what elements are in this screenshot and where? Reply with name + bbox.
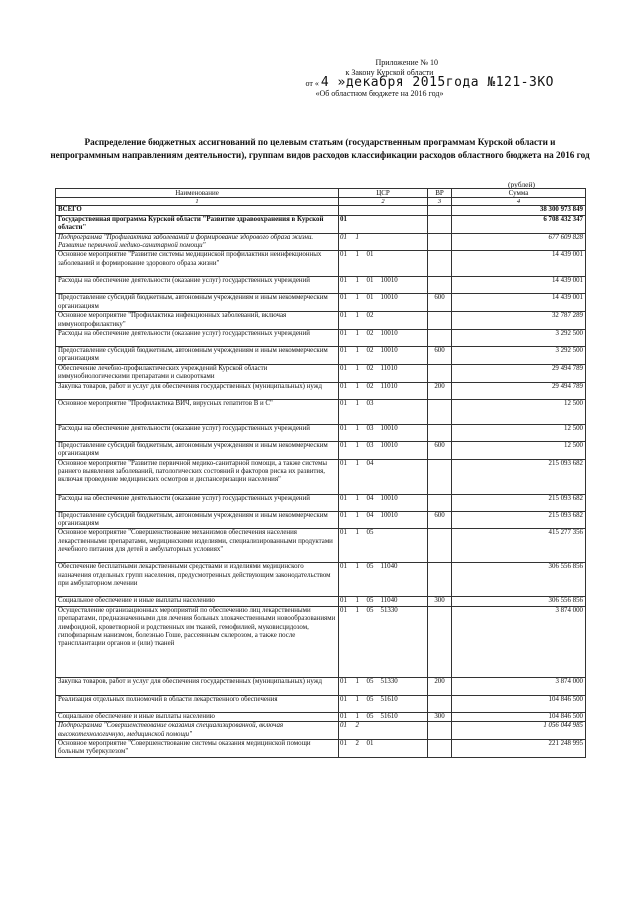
csr-subprogram: 1 bbox=[355, 364, 366, 382]
csr-direction bbox=[380, 459, 428, 494]
csr-subprogram: 1 bbox=[355, 597, 366, 606]
vr-code bbox=[428, 251, 452, 277]
csr-subprogram bbox=[355, 215, 366, 233]
csr-program: 01 bbox=[339, 215, 355, 233]
date-prefix: от « bbox=[305, 79, 319, 88]
vr-code bbox=[428, 277, 452, 294]
csr-measure: 02 bbox=[366, 347, 380, 365]
sum-value: 215 093 682 bbox=[452, 511, 586, 529]
csr-direction: 11040 bbox=[380, 563, 428, 597]
header-csr: ЦСР bbox=[339, 189, 428, 198]
csr-measure bbox=[366, 233, 380, 251]
vr-code: 300 bbox=[428, 712, 452, 721]
csr-measure: 03 bbox=[366, 424, 380, 441]
row-name: Социальное обеспечение и иные выплаты населению bbox=[56, 597, 339, 606]
row-name: Расходы на обеспечение деятельности (оказание услуг) государственных учреждений bbox=[56, 424, 339, 441]
sum-value: 3 292 500 bbox=[452, 330, 586, 347]
csr-measure: 05 bbox=[366, 529, 380, 563]
sum-value: 38 300 973 849 bbox=[452, 206, 586, 215]
csr-measure: 01 bbox=[366, 251, 380, 277]
csr-measure: 02 bbox=[366, 312, 380, 330]
appendix-header bbox=[305, 58, 554, 99]
date-value: 4 »декабря 2015года №121-ЗКО bbox=[320, 75, 554, 90]
csr-direction bbox=[380, 312, 428, 330]
csr-subprogram: 1 bbox=[355, 511, 366, 529]
sum-value: 104 846 500 bbox=[452, 695, 586, 712]
sum-value: 14 439 001 bbox=[452, 251, 586, 277]
csr-program: 01 bbox=[339, 347, 355, 365]
csr-direction bbox=[380, 206, 428, 215]
row-name: Основное мероприятие "Совершенствование системы оказания медицинской помощи больным туберкулезом" bbox=[56, 739, 339, 757]
csr-program: 01 bbox=[339, 677, 355, 695]
sum-value: 3 874 000 bbox=[452, 606, 586, 677]
csr-direction bbox=[380, 529, 428, 563]
vr-code: 600 bbox=[428, 294, 452, 312]
sum-value: 221 248 995 bbox=[452, 739, 586, 757]
vr-code bbox=[428, 459, 452, 494]
vr-code bbox=[428, 722, 452, 740]
csr-subprogram: 1 bbox=[355, 563, 366, 597]
csr-program: 01 bbox=[339, 294, 355, 312]
csr-direction bbox=[380, 215, 428, 233]
vr-code bbox=[428, 364, 452, 382]
sum-value: 14 439 001 bbox=[452, 277, 586, 294]
csr-measure: 05 bbox=[366, 677, 380, 695]
row-name: Реализация отдельных полномочий в области лекарственного обеспечения bbox=[56, 695, 339, 712]
row-name: Расходы на обеспечение деятельности (оказание услуг) государственных учреждений bbox=[56, 277, 339, 294]
csr-subprogram: 1 bbox=[355, 695, 366, 712]
sum-value: 677 609 828 bbox=[452, 233, 586, 251]
vr-code bbox=[428, 424, 452, 441]
table-row bbox=[56, 606, 586, 677]
colnum-2: 2 bbox=[339, 198, 428, 206]
csr-direction: 10010 bbox=[380, 511, 428, 529]
csr-direction: 10010 bbox=[380, 330, 428, 347]
csr-program: 01 bbox=[339, 459, 355, 494]
vr-code bbox=[428, 233, 452, 251]
row-name: Расходы на обеспечение деятельности (оказание услуг) государственных учреждений bbox=[56, 330, 339, 347]
table-row bbox=[56, 511, 586, 529]
csr-direction bbox=[380, 739, 428, 757]
csr-program: 01 bbox=[339, 529, 355, 563]
row-name: Основное мероприятие "Профилактика ВИЧ, вирусных гепатитов В и С" bbox=[56, 399, 339, 424]
table-row bbox=[56, 215, 586, 233]
table-row bbox=[56, 312, 586, 330]
table-row bbox=[56, 399, 586, 424]
colnum-1: 1 bbox=[56, 198, 339, 206]
appendix-law-title: «Об областном бюджете на 2016 год» bbox=[315, 89, 444, 98]
appendix-law: к Закону Курской области bbox=[345, 68, 434, 77]
csr-direction: 51610 bbox=[380, 712, 428, 721]
csr-program: 01 bbox=[339, 312, 355, 330]
vr-code bbox=[428, 529, 452, 563]
csr-direction bbox=[380, 251, 428, 277]
sum-value: 6 708 432 347 bbox=[452, 215, 586, 233]
csr-measure: 05 bbox=[366, 695, 380, 712]
row-name: Предоставление субсидий бюджетным, автономным учреждениям и иным некоммерческим организациям bbox=[56, 441, 339, 459]
csr-measure: 02 bbox=[366, 364, 380, 382]
csr-subprogram: 1 bbox=[355, 677, 366, 695]
vr-code bbox=[428, 695, 452, 712]
csr-direction: 10010 bbox=[380, 347, 428, 365]
table-row bbox=[56, 424, 586, 441]
csr-subprogram: 1 bbox=[355, 399, 366, 424]
csr-program: 01 bbox=[339, 511, 355, 529]
csr-direction: 10010 bbox=[380, 294, 428, 312]
csr-subprogram: 1 bbox=[355, 277, 366, 294]
csr-subprogram: 1 bbox=[355, 712, 366, 721]
table-colnum-row bbox=[56, 198, 586, 206]
csr-program: 01 bbox=[339, 441, 355, 459]
csr-program: 01 bbox=[339, 382, 355, 399]
colnum-4: 4 bbox=[452, 198, 586, 206]
table-row bbox=[56, 695, 586, 712]
csr-subprogram: 1 bbox=[355, 294, 366, 312]
colnum-3: 3 bbox=[428, 198, 452, 206]
table-row bbox=[56, 233, 586, 251]
appendix-number: Приложение № 10 bbox=[375, 58, 439, 67]
csr-program: 01 bbox=[339, 494, 355, 511]
csr-subprogram: 1 bbox=[355, 606, 366, 677]
csr-subprogram: 2 bbox=[355, 722, 366, 740]
table-row bbox=[56, 277, 586, 294]
sum-value: 14 439 001 bbox=[452, 294, 586, 312]
sum-value: 12 500 bbox=[452, 424, 586, 441]
csr-direction: 11010 bbox=[380, 364, 428, 382]
csr-program: 01 bbox=[339, 424, 355, 441]
csr-program: 01 bbox=[339, 695, 355, 712]
document-title: Распределение бюджетных ассигнований по целевым статьям (государственным программам Курской области и непрограммным направлениям деятельности), группам видов расходов классификации расходов областного бюджета на 2016 год bbox=[50, 137, 590, 160]
row-name: Расходы на обеспечение деятельности (оказание услуг) государственных учреждений bbox=[56, 494, 339, 511]
table-row bbox=[56, 459, 586, 494]
table-row bbox=[56, 347, 586, 365]
csr-subprogram: 1 bbox=[355, 529, 366, 563]
vr-code bbox=[428, 563, 452, 597]
sum-value: 3 874 000 bbox=[452, 677, 586, 695]
vr-code: 200 bbox=[428, 677, 452, 695]
table-row bbox=[56, 677, 586, 695]
csr-subprogram: 1 bbox=[355, 330, 366, 347]
csr-measure bbox=[366, 206, 380, 215]
vr-code bbox=[428, 399, 452, 424]
csr-direction: 10010 bbox=[380, 441, 428, 459]
csr-program: 01 bbox=[339, 722, 355, 740]
vr-code: 600 bbox=[428, 511, 452, 529]
sum-value: 29 494 789 bbox=[452, 364, 586, 382]
sum-value: 104 846 500 bbox=[452, 712, 586, 721]
table-header-row bbox=[56, 189, 586, 198]
csr-direction: 51610 bbox=[380, 695, 428, 712]
csr-program: 01 bbox=[339, 364, 355, 382]
csr-direction bbox=[380, 722, 428, 740]
row-name: Основное мероприятие "Развитие первичной медико-санитарной помощи, а также системы раннего выявления заболеваний, патологических состояний и факторов риска их развития, включая проведение медицинских осмотров и диспансеризации населения" bbox=[56, 459, 339, 494]
csr-program: 01 bbox=[339, 563, 355, 597]
table-row bbox=[56, 529, 586, 563]
csr-program: 01 bbox=[339, 251, 355, 277]
sum-value: 32 787 289 bbox=[452, 312, 586, 330]
csr-measure: 04 bbox=[366, 459, 380, 494]
vr-code: 600 bbox=[428, 441, 452, 459]
csr-program: 01 bbox=[339, 739, 355, 757]
row-name: Подпрограмма "Профилактика заболеваний и формирование здорового образа жизни. Развитие первичной медико-санитарной помощи" bbox=[56, 233, 339, 251]
vr-code bbox=[428, 330, 452, 347]
csr-subprogram: 1 bbox=[355, 494, 366, 511]
csr-measure bbox=[366, 722, 380, 740]
row-name: Обеспечение лечебно-профилактических учреждений Курской области иммунобиологическими препаратами и сыворотками bbox=[56, 364, 339, 382]
row-name: Обеспечение бесплатными лекарственными средствами и изделиями медицинского назначения отдельных групп населения, предусмотренных действующим законодательством при амбулаторном лечении bbox=[56, 563, 339, 597]
row-name: Основное мероприятие "Совершенствование механизмов обеспечения населения лекарственными препаратами, медицинскими изделиями, специализированными продуктами лечебного питания для детей в амбулаторных условиях" bbox=[56, 529, 339, 563]
sum-value: 415 277 356 bbox=[452, 529, 586, 563]
csr-program: 01 bbox=[339, 399, 355, 424]
vr-code bbox=[428, 312, 452, 330]
csr-measure: 05 bbox=[366, 597, 380, 606]
vr-code: 600 bbox=[428, 347, 452, 365]
csr-measure: 02 bbox=[366, 382, 380, 399]
vr-code: 300 bbox=[428, 597, 452, 606]
csr-direction: 10010 bbox=[380, 424, 428, 441]
header-name: Наименование bbox=[56, 189, 339, 198]
table-row bbox=[56, 494, 586, 511]
table-row bbox=[56, 364, 586, 382]
csr-program: 01 bbox=[339, 233, 355, 251]
csr-direction: 11040 bbox=[380, 597, 428, 606]
row-name: ВСЕГО bbox=[56, 206, 339, 215]
header-sum: Сумма bbox=[452, 189, 586, 198]
vr-code bbox=[428, 215, 452, 233]
sum-value: 29 494 789 bbox=[452, 382, 586, 399]
csr-direction bbox=[380, 233, 428, 251]
table-row bbox=[56, 251, 586, 277]
budget-table bbox=[55, 188, 586, 758]
row-name: Государственная программа Курской области "Развитие здравоохранения в Курской области" bbox=[56, 215, 339, 233]
table-row bbox=[56, 739, 586, 757]
vr-code bbox=[428, 606, 452, 677]
csr-subprogram: 1 bbox=[355, 312, 366, 330]
row-name: Подпрограмма "Совершенствование оказания специализированной, включая высокотехнологичную, медицинской помощи" bbox=[56, 722, 339, 740]
table-row bbox=[56, 722, 586, 740]
csr-subprogram: 1 bbox=[355, 233, 366, 251]
csr-program: 01 bbox=[339, 277, 355, 294]
csr-direction: 51330 bbox=[380, 677, 428, 695]
vr-code bbox=[428, 494, 452, 511]
table-row bbox=[56, 206, 586, 215]
csr-subprogram: 1 bbox=[355, 441, 366, 459]
row-name: Закупка товаров, работ и услуг для обеспечения государственных (муниципальных) нужд bbox=[56, 677, 339, 695]
table-row bbox=[56, 330, 586, 347]
csr-program: 01 bbox=[339, 330, 355, 347]
row-name: Предоставление субсидий бюджетным, автономным учреждениям и иным некоммерческим организациям bbox=[56, 347, 339, 365]
csr-program bbox=[339, 206, 355, 215]
sum-value: 1 056 044 985 bbox=[452, 722, 586, 740]
sum-value: 12 500 bbox=[452, 399, 586, 424]
csr-subprogram: 1 bbox=[355, 251, 366, 277]
appendix-date bbox=[305, 75, 554, 90]
csr-program: 01 bbox=[339, 606, 355, 677]
csr-measure: 05 bbox=[366, 712, 380, 721]
csr-direction: 51330 bbox=[380, 606, 428, 677]
sum-value: 306 556 856 bbox=[452, 597, 586, 606]
sum-value: 215 093 682 bbox=[452, 494, 586, 511]
row-name: Основное мероприятие "Развитие системы медицинской профилактики неинфекционных заболеваний и формирование здорового образа жизни" bbox=[56, 251, 339, 277]
table-row bbox=[56, 441, 586, 459]
sum-value: 306 556 856 bbox=[452, 563, 586, 597]
table-row bbox=[56, 563, 586, 597]
csr-program: 01 bbox=[339, 597, 355, 606]
csr-measure: 05 bbox=[366, 563, 380, 597]
table-row bbox=[56, 597, 586, 606]
csr-measure bbox=[366, 215, 380, 233]
csr-subprogram: 1 bbox=[355, 459, 366, 494]
csr-measure: 01 bbox=[366, 277, 380, 294]
csr-measure: 05 bbox=[366, 606, 380, 677]
sum-value: 3 292 500 bbox=[452, 347, 586, 365]
csr-direction: 10010 bbox=[380, 494, 428, 511]
row-name: Закупка товаров, работ и услуг для обеспечения государственных (муниципальных) нужд bbox=[56, 382, 339, 399]
csr-measure: 04 bbox=[366, 511, 380, 529]
header-vr: ВР bbox=[428, 189, 452, 198]
row-name: Социальное обеспечение и иные выплаты населению bbox=[56, 712, 339, 721]
vr-code bbox=[428, 739, 452, 757]
csr-measure: 01 bbox=[366, 739, 380, 757]
csr-subprogram: 1 bbox=[355, 424, 366, 441]
csr-program: 01 bbox=[339, 712, 355, 721]
row-name: Основное мероприятие "Профилактика инфекционных заболеваний, включая иммунопрофилактику" bbox=[56, 312, 339, 330]
table-row bbox=[56, 294, 586, 312]
csr-subprogram: 2 bbox=[355, 739, 366, 757]
csr-measure: 01 bbox=[366, 294, 380, 312]
row-name: Предоставление субсидий бюджетным, автономным учреждениям и иным некоммерческим организациям bbox=[56, 294, 339, 312]
csr-direction: 10010 bbox=[380, 277, 428, 294]
csr-measure: 03 bbox=[366, 441, 380, 459]
csr-subprogram: 1 bbox=[355, 347, 366, 365]
table-row bbox=[56, 382, 586, 399]
csr-measure: 02 bbox=[366, 330, 380, 347]
sum-value: 12 500 bbox=[452, 441, 586, 459]
unit-label: (рублей) bbox=[508, 180, 536, 189]
vr-code bbox=[428, 206, 452, 215]
csr-direction: 11010 bbox=[380, 382, 428, 399]
row-name: Осуществление организационных мероприятий по обеспечению лиц лекарственными препаратами, предназначенными для лечения больных злокачественными новообразованиями лимфоидной, кроветворной и родственных им тканей, гемофилией, муковисцидозом, гипофизарным нанизмом, болезнью Гоше, рассеянным склерозом, а также после трансплантации органов и (или) тканей bbox=[56, 606, 339, 677]
sum-value: 215 093 682 bbox=[452, 459, 586, 494]
csr-subprogram bbox=[355, 206, 366, 215]
vr-code: 200 bbox=[428, 382, 452, 399]
csr-measure: 04 bbox=[366, 494, 380, 511]
csr-direction bbox=[380, 399, 428, 424]
table-row bbox=[56, 712, 586, 721]
row-name: Предоставление субсидий бюджетным, автономным учреждениям и иным некоммерческим организациям bbox=[56, 511, 339, 529]
csr-subprogram: 1 bbox=[355, 382, 366, 399]
csr-measure: 03 bbox=[366, 399, 380, 424]
